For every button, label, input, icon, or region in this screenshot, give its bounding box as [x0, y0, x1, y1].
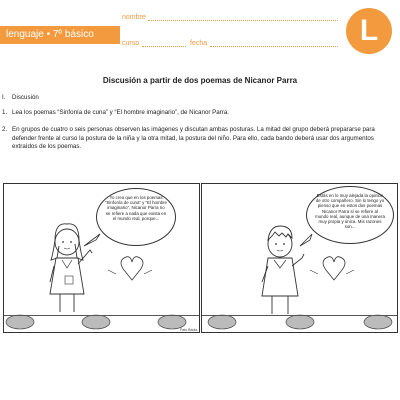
- worksheet-header: [0, 0, 400, 64]
- curso-label: curso: [122, 40, 140, 47]
- girl-illustration: [4, 184, 200, 333]
- boy-speech-bubble: Estás en lo muy alejada la opinión de otro compañero. Sin lo tengo yo pienso que en estos dos poemas Nicanor Parra sí se refiere al mundo real, aunque de una manera muy propia y única. Mis razones son...: [306, 186, 394, 244]
- item-text: En grupos de cuatro o seis personas observen las imágenes y discutan ambas posturas. La mitad del grupo deberá prepararse para defender frente al curso la postura de la niña y la otra mitad, la postura del niño. Para ello, cada bando deberá usar dos argumentos extraídos de los poemas.: [12, 126, 375, 151]
- fecha-field[interactable]: [210, 46, 338, 47]
- floor-line: [4, 315, 199, 316]
- item-text: Lea los poemas “Sinfonía de cuna” y “El hombre imaginario”, de Nicanor Parra.: [12, 109, 230, 116]
- signature: Pato Badía: [180, 328, 198, 332]
- item-number: 1.: [2, 109, 8, 116]
- item-text: Discusión: [12, 94, 39, 101]
- fecha-label: fecha: [190, 40, 208, 47]
- curso-field[interactable]: [142, 46, 186, 47]
- comic-panel-boy: [201, 183, 398, 333]
- item-number: 2.: [2, 126, 8, 133]
- page-title: Discusión a partir de dos poemas de Nicanor Parra: [102, 76, 298, 85]
- nombre-label: nombre: [122, 14, 146, 21]
- floor-line: [202, 315, 397, 316]
- subject-badge: L: [346, 8, 392, 54]
- girl-speech-bubble: Yo creo que en los poemas “Sinfonía de cuna” y “El hombre imaginario”, Nicanor Parra no se refiere a nada que exista en el mundo real, porque...: [96, 188, 176, 246]
- boy-illustration: [202, 184, 398, 333]
- subject-label: lenguaje • 7º básico: [0, 26, 120, 44]
- comic-panel-girl: [3, 183, 200, 333]
- nombre-field[interactable]: [148, 20, 338, 21]
- item-number: I.: [2, 94, 6, 101]
